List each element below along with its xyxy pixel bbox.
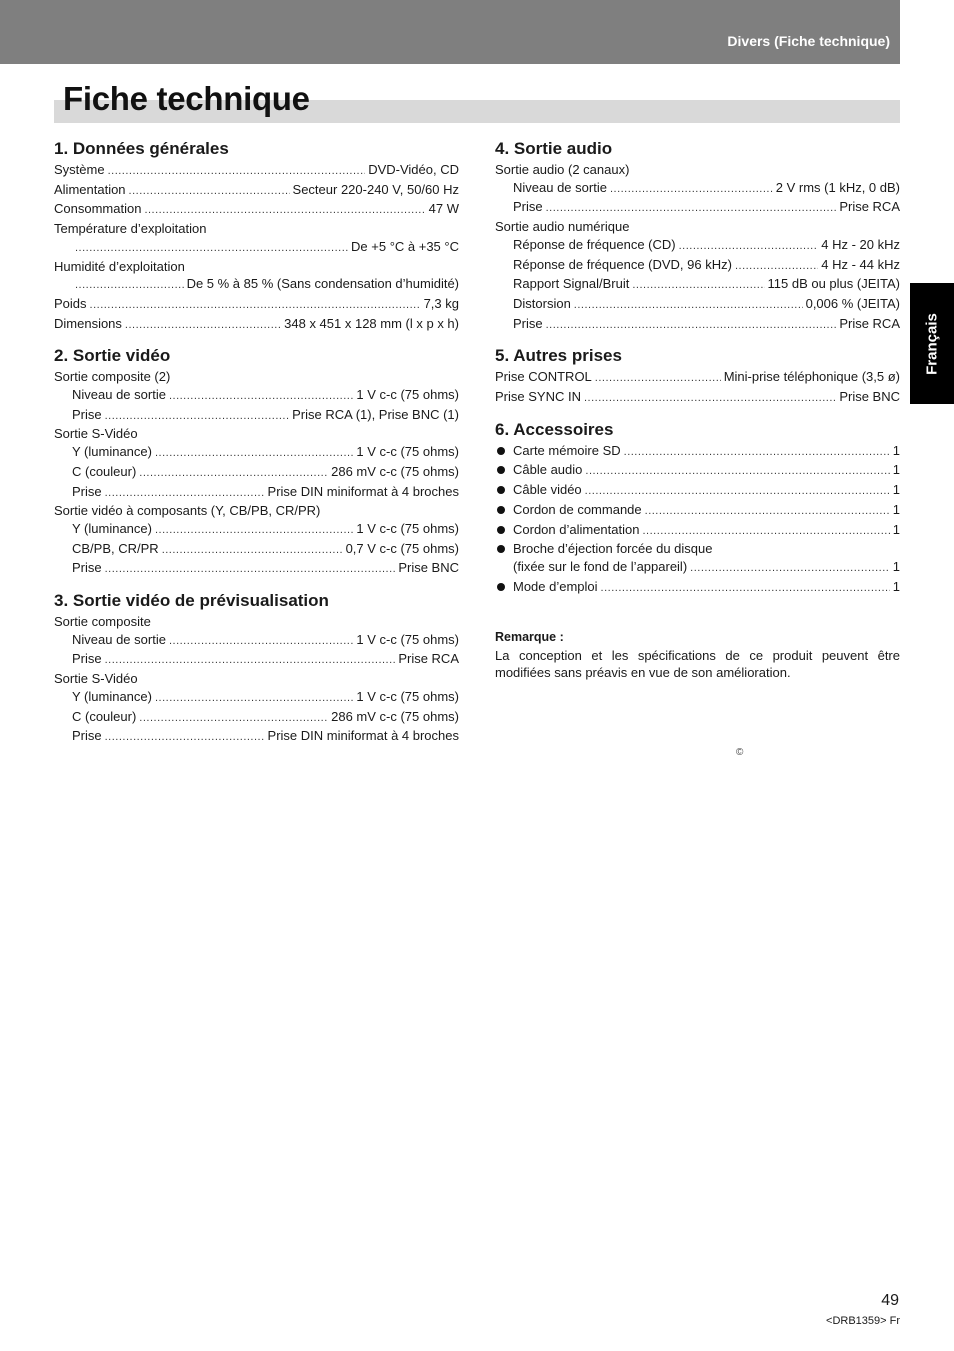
- spec-value: 1: [892, 501, 900, 517]
- spec-heading: Sortie S-Vidéo: [54, 426, 138, 442]
- spec-value: Secteur 220-240 V, 50/60 Hz: [292, 181, 459, 197]
- spec-row: [495, 179, 900, 199]
- dot-leader: [155, 445, 353, 463]
- spec-row: [54, 238, 459, 258]
- dot-leader: [642, 523, 889, 541]
- dot-leader: [105, 729, 265, 747]
- spec-value: 1: [892, 521, 900, 537]
- dot-leader: [632, 277, 764, 295]
- spec-label: Poids: [54, 295, 87, 311]
- accessory-item: [495, 461, 900, 481]
- dot-leader: [90, 297, 421, 315]
- note-block: [495, 629, 900, 682]
- left-column: [54, 138, 459, 758]
- spec-row: [54, 386, 459, 406]
- note-title: Remarque :: [495, 630, 564, 644]
- spec-label: Câble audio: [513, 462, 583, 478]
- accessory-item: [495, 501, 900, 521]
- spec-row: [54, 443, 459, 463]
- spec-row: [54, 688, 459, 708]
- spec-value: 0,006 % (JEITA): [805, 295, 900, 311]
- dot-leader: [108, 163, 366, 181]
- section-label: Divers (Fiche technique): [727, 33, 890, 49]
- dot-leader: [601, 580, 890, 598]
- spec-label: Consommation: [54, 201, 142, 217]
- spec-label: Y (luminance): [72, 688, 152, 704]
- dot-leader: [690, 560, 890, 578]
- spec-row: [495, 368, 900, 388]
- spec-value: Prise DIN miniformat à 4 broches: [267, 483, 459, 499]
- spec-heading: Humidité d’exploitation: [54, 258, 185, 274]
- dot-leader: [169, 388, 353, 406]
- dot-leader: [129, 183, 290, 201]
- dot-leader: [105, 652, 396, 670]
- accessory-item: [495, 558, 900, 578]
- spec-label: Réponse de fréquence (DVD, 96 kHz): [513, 256, 732, 272]
- spec-label: Alimentation: [54, 181, 126, 197]
- spec-row: [495, 295, 900, 315]
- accessory-item: [495, 578, 900, 598]
- accessory-item: Broche d’éjection forcée du disque: [495, 540, 900, 558]
- spec-row: [54, 559, 459, 579]
- spec-value: 115 dB ou plus (JEITA): [767, 276, 900, 292]
- spec-value: 1 V c-c (75 ohms): [356, 520, 459, 536]
- right-column: [495, 138, 900, 608]
- spec-row: [54, 727, 459, 747]
- spec-value: 0,7 V c-c (75 ohms): [345, 540, 459, 556]
- spec-section: [495, 138, 900, 334]
- dot-leader: [595, 370, 721, 388]
- dot-leader: [585, 483, 890, 501]
- section-title: 5. Autres prises: [495, 346, 622, 366]
- spec-label: Prise SYNC IN: [495, 389, 581, 405]
- spec-value: De +5 °C à +35 °C: [351, 238, 459, 254]
- spec-value: 1: [892, 442, 900, 458]
- spec-label: Système: [54, 162, 105, 177]
- language-tab-label: Français: [923, 312, 941, 375]
- section-title: 6. Accessoires: [495, 419, 614, 439]
- spec-value: Prise RCA: [398, 651, 459, 667]
- spec-section: [54, 345, 459, 579]
- spec-label: Niveau de sortie: [72, 387, 166, 403]
- dot-leader: [155, 690, 353, 708]
- dot-leader: [139, 465, 328, 483]
- spec-value: 1: [892, 558, 900, 574]
- dot-leader: [610, 181, 773, 199]
- spec-row: [495, 198, 900, 218]
- spec-value: Prise BNC: [398, 560, 459, 576]
- spec-row: [54, 406, 459, 426]
- page-title: Fiche technique: [63, 80, 310, 117]
- spec-label: C (couleur): [72, 463, 137, 479]
- dot-leader: [105, 561, 396, 579]
- dot-leader: [105, 485, 265, 503]
- header-band: [0, 0, 900, 64]
- accessory-item: [495, 442, 900, 462]
- spec-row: [495, 315, 900, 335]
- spec-label: Y (luminance): [72, 444, 152, 460]
- spec-section: [54, 138, 459, 334]
- dot-leader: [105, 408, 290, 426]
- spec-row: [54, 631, 459, 651]
- spec-heading: Sortie S-Vidéo: [54, 671, 138, 687]
- spec-label: Cordon de commande: [513, 501, 642, 517]
- dot-leader: [735, 258, 818, 276]
- spec-value: 1 V c-c (75 ohms): [356, 387, 459, 403]
- spec-heading: Sortie audio numérique: [495, 219, 630, 235]
- spec-label: Câble vidéo: [513, 482, 582, 498]
- dot-leader: [155, 522, 353, 540]
- language-tab: [910, 283, 954, 404]
- spec-value: Prise DIN miniformat à 4 broches: [267, 728, 459, 744]
- dot-leader: [139, 710, 328, 728]
- spec-row: [54, 520, 459, 540]
- spec-row: [495, 256, 900, 276]
- spec-label: Cordon d’alimentation: [513, 521, 640, 537]
- spec-value: Prise BNC: [839, 389, 900, 405]
- accessory-item: [495, 481, 900, 501]
- spec-label: Niveau de sortie: [72, 631, 166, 647]
- spec-row: [54, 181, 459, 201]
- document-code: <DRB1359> Fr: [826, 1315, 900, 1327]
- spec-label: Prise: [72, 728, 102, 744]
- section-title: 1. Données générales: [54, 139, 229, 158]
- section-title: 2. Sortie vidéo: [54, 346, 171, 366]
- spec-row: [54, 200, 459, 220]
- spec-value: Prise RCA: [839, 315, 900, 331]
- spec-label: (fixée sur le fond de l’appareil): [513, 558, 688, 574]
- spec-label: Mode d’emploi: [513, 578, 598, 594]
- spec-value: 7,3 kg: [423, 295, 459, 311]
- dot-leader: [169, 633, 353, 651]
- spec-label: Prise: [72, 560, 102, 576]
- spec-value: Mini-prise téléphonique (3,5 ø): [723, 369, 900, 385]
- dot-leader: [144, 202, 425, 220]
- spec-section: [54, 590, 459, 747]
- spec-section: [495, 419, 900, 598]
- spec-label: Prise: [72, 406, 102, 422]
- dot-leader: [645, 503, 890, 521]
- spec-label: Carte mémoire SD: [513, 442, 621, 458]
- spec-row: [495, 388, 900, 408]
- page-number: 49: [881, 1292, 899, 1309]
- spec-row: [54, 708, 459, 728]
- spec-label: Distorsion: [513, 295, 571, 311]
- spec-row: [54, 275, 459, 295]
- copyright-mark: ©: [736, 747, 744, 758]
- spec-row: [54, 315, 459, 335]
- spec-value: De 5 % à 85 % (Sans condensation d’humidité): [186, 276, 459, 292]
- accessory-item: [495, 521, 900, 541]
- spec-value: 1 V c-c (75 ohms): [356, 688, 459, 704]
- spec-heading: Sortie composite: [54, 614, 151, 630]
- spec-label: Réponse de fréquence (CD): [513, 236, 676, 252]
- spec-label: Prise: [72, 483, 102, 499]
- dot-leader: [162, 542, 343, 560]
- dot-leader: [125, 317, 281, 335]
- spec-heading: Sortie vidéo à composants (Y, CB/PB, CR/PR): [54, 503, 321, 519]
- spec-label: C (couleur): [72, 708, 137, 724]
- spec-heading: Température d’exploitation: [54, 221, 207, 237]
- spec-label: CB/PB, CR/PR: [72, 540, 159, 556]
- spec-value: 4 Hz - 20 kHz: [821, 236, 900, 252]
- spec-heading: Sortie composite (2): [54, 369, 171, 385]
- spec-value: 1: [892, 482, 900, 498]
- spec-label: Dimensions: [54, 315, 122, 331]
- spec-section: [495, 345, 900, 407]
- section-title: 3. Sortie vidéo de prévisualisation: [54, 591, 329, 611]
- dot-leader: [75, 240, 348, 258]
- spec-value: 2 V rms (1 kHz, 0 dB): [775, 179, 900, 195]
- spec-row: [495, 275, 900, 295]
- dot-leader: [75, 277, 184, 295]
- dot-leader: [546, 317, 837, 335]
- spec-row: [54, 483, 459, 503]
- spec-value: 348 x 451 x 128 mm (l x p x h): [284, 315, 459, 331]
- spec-label: Prise: [513, 315, 543, 331]
- spec-heading: Sortie audio (2 canaux): [495, 162, 630, 177]
- spec-label: Prise CONTROL: [495, 369, 592, 385]
- note-text: La conception et les spécifications de ce produit peuvent être modifiées sans préavis en vue de son amélioration.: [495, 647, 900, 681]
- dot-leader: [624, 444, 890, 462]
- spec-label: Prise: [513, 199, 543, 215]
- spec-value: 4 Hz - 44 kHz: [821, 256, 900, 272]
- spec-value: 1 V c-c (75 ohms): [356, 444, 459, 460]
- spec-value: 47 W: [428, 201, 459, 217]
- dot-leader: [546, 200, 837, 218]
- dot-leader: [574, 297, 803, 315]
- dot-leader: [679, 238, 819, 256]
- spec-row: [54, 161, 459, 181]
- spec-label: Niveau de sortie: [513, 179, 607, 195]
- spec-value: Prise RCA (1), Prise BNC (1): [292, 406, 459, 422]
- spec-label: Prise: [72, 651, 102, 667]
- spec-value: Prise RCA: [839, 199, 900, 215]
- spec-value: 1 V c-c (75 ohms): [356, 631, 459, 647]
- spec-row: [54, 295, 459, 315]
- spec-row: [54, 650, 459, 670]
- dot-leader: [585, 463, 889, 481]
- spec-row: [54, 463, 459, 483]
- spec-row: [495, 236, 900, 256]
- spec-value: 1: [892, 462, 900, 478]
- dot-leader: [584, 390, 836, 408]
- spec-value: 286 mV c-c (75 ohms): [331, 463, 459, 479]
- spec-value: DVD-Vidéo, CD: [368, 162, 459, 177]
- spec-label: Rapport Signal/Bruit: [513, 276, 630, 292]
- spec-row: [54, 540, 459, 560]
- section-title: 4. Sortie audio: [495, 139, 613, 158]
- spec-label: Y (luminance): [72, 520, 152, 536]
- spec-value: 286 mV c-c (75 ohms): [331, 708, 459, 724]
- spec-value: 1: [892, 578, 900, 594]
